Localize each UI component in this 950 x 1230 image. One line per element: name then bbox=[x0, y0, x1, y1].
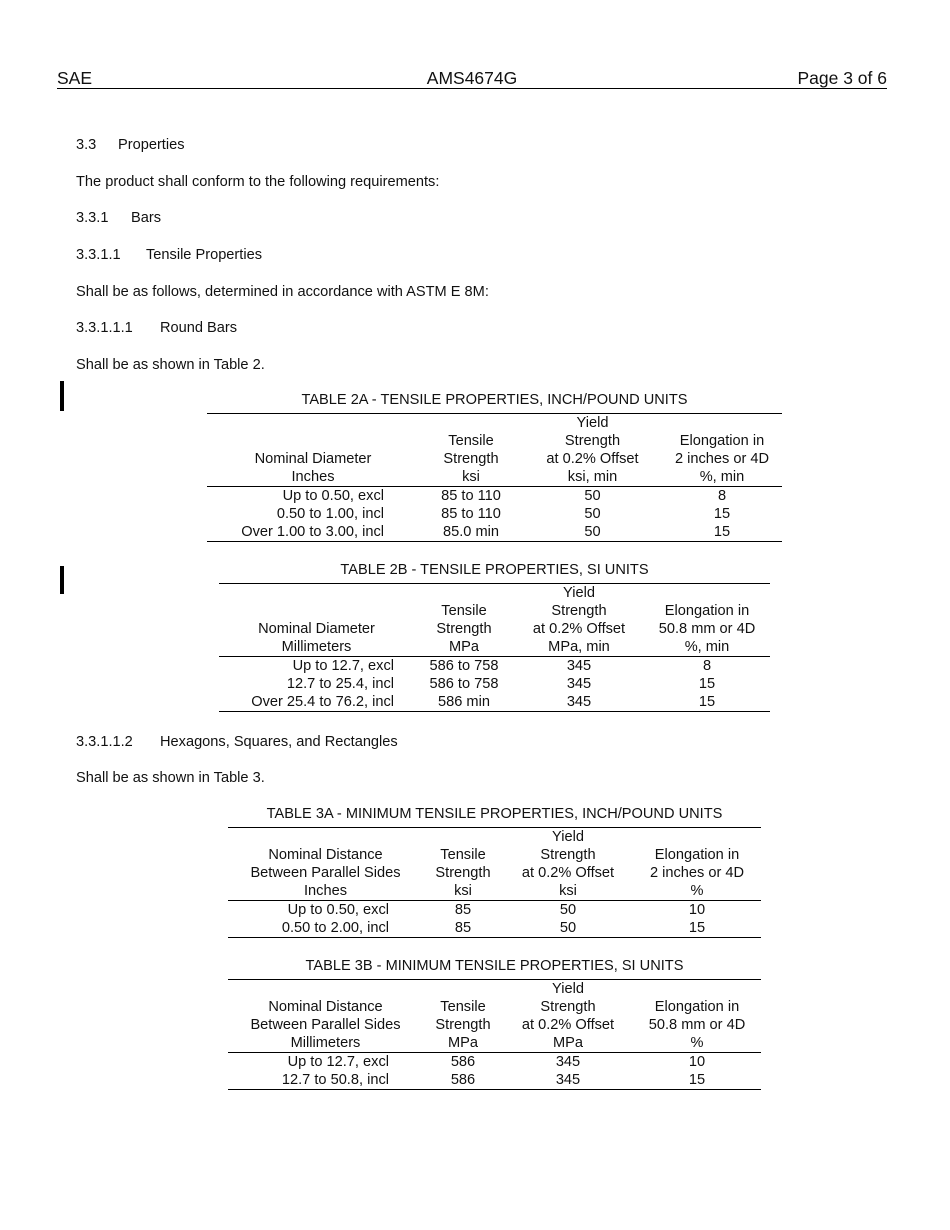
table-header-cell: %, min bbox=[644, 638, 770, 657]
table-cell: 586 bbox=[423, 1071, 503, 1090]
section-number: 3.3 bbox=[76, 137, 97, 153]
section-3-3-1-1-2 bbox=[76, 733, 398, 751]
table-header-cell: Strength bbox=[540, 847, 596, 863]
table-cell: 15 bbox=[633, 1071, 761, 1090]
table-header-cell: Strength bbox=[540, 999, 596, 1015]
table-header-cell: at 0.2% Offset bbox=[546, 451, 639, 467]
table-header-cell: MPa bbox=[423, 1034, 503, 1053]
table-cell: 586 min bbox=[414, 693, 514, 712]
table-header-cell: Strength bbox=[436, 621, 492, 637]
table-header-cell: Inches bbox=[207, 468, 419, 487]
section-title: Bars bbox=[131, 210, 162, 226]
table-header-cell: 50.8 mm or 4D bbox=[658, 621, 756, 637]
table-cell: 85 to 110 bbox=[441, 506, 501, 522]
table-3b bbox=[228, 958, 761, 1090]
table-header-cell bbox=[419, 414, 523, 433]
table-header-cell: Millimeters bbox=[219, 638, 414, 657]
table-header-cell: Elongation in bbox=[679, 433, 765, 449]
table-row bbox=[228, 1071, 761, 1090]
table-cell: Over 25.4 to 76.2, incl bbox=[219, 693, 414, 712]
table-cell: 50 bbox=[584, 488, 601, 504]
header-doc-number: AMS4674G bbox=[426, 68, 518, 88]
table-cell: 345 bbox=[566, 658, 592, 674]
table-header-cell: Inches bbox=[228, 882, 423, 901]
table-header-cell: MPa bbox=[503, 1034, 633, 1053]
table-cell: 50 bbox=[523, 523, 662, 542]
table-3a bbox=[228, 806, 761, 938]
table-header-cell bbox=[662, 414, 782, 433]
table-header-cell: Tensile bbox=[441, 603, 487, 619]
table-cell: 8 bbox=[717, 488, 727, 504]
table-title: TABLE 3A - MINIMUM TENSILE PROPERTIES, INCH/POUND UNITS bbox=[266, 806, 723, 822]
revision-change-bar bbox=[60, 381, 64, 411]
table-row bbox=[207, 487, 782, 506]
table-header-cell: Nominal Distance bbox=[268, 847, 383, 863]
table-row bbox=[207, 505, 782, 523]
table-header-cell: Yield bbox=[503, 980, 633, 999]
table-header-cell bbox=[423, 828, 503, 847]
table-header-cell: Between Parallel Sides bbox=[250, 865, 401, 881]
table-cell: 12.7 to 50.8, incl bbox=[228, 1071, 423, 1090]
table-header-cell: Strength bbox=[443, 451, 499, 467]
table-header-cell bbox=[633, 980, 761, 999]
table-cell: 12.7 to 25.4, incl bbox=[286, 676, 394, 692]
table-header-cell bbox=[228, 980, 423, 999]
table-header-cell: 2 inches or 4D bbox=[649, 865, 745, 881]
table-cell: 0.50 to 2.00, incl bbox=[228, 919, 423, 938]
table-cell: Up to 0.50, excl bbox=[287, 902, 389, 918]
table-header-cell: Strength bbox=[551, 603, 607, 619]
table-cell: 586 to 758 bbox=[429, 658, 499, 674]
table-header-cell bbox=[633, 828, 761, 847]
table-header-cell: Tensile bbox=[448, 433, 494, 449]
table-header-cell: at 0.2% Offset bbox=[521, 865, 615, 881]
table-cell: Over 1.00 to 3.00, incl bbox=[207, 523, 419, 542]
table-header-cell: Nominal Diameter bbox=[258, 621, 375, 637]
table-header-cell: Between Parallel Sides bbox=[250, 1017, 401, 1033]
table-header-cell: ksi bbox=[419, 468, 523, 487]
table-2b bbox=[219, 562, 770, 712]
table-cell: 15 bbox=[662, 523, 782, 542]
table-cell: Up to 12.7, excl bbox=[287, 1054, 389, 1070]
table-row bbox=[228, 1053, 761, 1072]
table-header-cell bbox=[644, 584, 770, 603]
header-page-number: Page 3 of 6 bbox=[797, 68, 887, 88]
table-cell: 345 bbox=[514, 693, 644, 712]
table-header-cell: Elongation in bbox=[654, 999, 740, 1015]
table-cell: 50 bbox=[584, 506, 601, 522]
table-cell: Up to 0.50, excl bbox=[282, 488, 384, 504]
table-header-cell: Strength bbox=[435, 865, 491, 881]
table-header-cell bbox=[423, 980, 503, 999]
table-header-cell: Yield bbox=[503, 828, 633, 847]
table-title: TABLE 3B - MINIMUM TENSILE PROPERTIES, SI UNITS bbox=[305, 958, 684, 974]
table-header-cell: Elongation in bbox=[654, 847, 740, 863]
table-cell: 586 bbox=[450, 1054, 476, 1070]
table-header-cell: ksi bbox=[423, 882, 503, 901]
table-cell: 10 bbox=[688, 902, 706, 918]
table-2a bbox=[207, 392, 782, 542]
table-cell: 85 to 110 bbox=[441, 488, 501, 504]
table-header-cell bbox=[207, 414, 419, 433]
revision-change-bar bbox=[60, 566, 64, 594]
table-cell: 345 bbox=[503, 1071, 633, 1090]
section-3-3-1-1-1 bbox=[76, 319, 237, 337]
table-cell: 15 bbox=[698, 676, 716, 692]
table-cell: 15 bbox=[633, 919, 761, 938]
page-header bbox=[57, 68, 887, 89]
table-header-cell bbox=[414, 584, 514, 603]
table-cell: 85.0 min bbox=[419, 523, 523, 542]
section-number: 3.3.1.1.2 bbox=[76, 734, 133, 750]
table-header-cell: Millimeters bbox=[228, 1034, 423, 1053]
table-row bbox=[228, 901, 761, 920]
section-title: Properties bbox=[118, 137, 185, 153]
table-header-cell: MPa bbox=[414, 638, 514, 657]
table-header-cell: Strength bbox=[564, 433, 621, 449]
table-header-cell: Tensile bbox=[440, 847, 486, 863]
table-header-cell: Yield bbox=[514, 584, 644, 603]
table-title: TABLE 2B - TENSILE PROPERTIES, SI UNITS bbox=[340, 562, 649, 578]
table-header-cell bbox=[228, 828, 423, 847]
table-row bbox=[207, 523, 782, 542]
table-cell: 10 bbox=[688, 1054, 706, 1070]
table-header-cell: Nominal Diameter bbox=[254, 451, 372, 467]
section-number: 3.3.1.1.1 bbox=[76, 320, 133, 336]
table-row bbox=[219, 693, 770, 712]
table-row bbox=[219, 657, 770, 676]
table-header-cell: at 0.2% Offset bbox=[521, 1017, 615, 1033]
paragraph-text: Shall be as shown in Table 2. bbox=[76, 357, 265, 373]
paragraph-text: The product shall conform to the following requirements: bbox=[76, 174, 440, 190]
paragraph-text: Shall be as shown in Table 3. bbox=[76, 770, 265, 786]
table-header-cell: Elongation in bbox=[664, 603, 750, 619]
section-number: 3.3.1.1 bbox=[76, 247, 121, 263]
header-org: SAE bbox=[57, 68, 93, 88]
table-header-cell: % bbox=[633, 1034, 761, 1053]
table-cell: 85 bbox=[423, 919, 503, 938]
table-header-cell: at 0.2% Offset bbox=[532, 621, 626, 637]
table-header-cell: MPa, min bbox=[514, 638, 644, 657]
section-title: Round Bars bbox=[160, 320, 238, 336]
table-header-cell: Strength bbox=[435, 1017, 491, 1033]
table-row bbox=[228, 919, 761, 938]
table-header-cell: % bbox=[633, 882, 761, 901]
table-cell: 85 bbox=[454, 902, 472, 918]
section-title: Tensile Properties bbox=[146, 247, 262, 263]
table-cell: 8 bbox=[702, 658, 712, 674]
table-cell: 586 to 758 bbox=[429, 676, 499, 692]
table-cell: 50 bbox=[503, 919, 633, 938]
paragraph-text: Shall be as follows, determined in accordance with ASTM E 8M: bbox=[76, 284, 489, 300]
table-header-cell bbox=[219, 602, 414, 620]
table-cell: 0.50 to 1.00, incl bbox=[276, 506, 384, 522]
section-3-3-1-1 bbox=[76, 246, 262, 264]
section-number: 3.3.1 bbox=[76, 210, 109, 226]
section-3-3-1 bbox=[76, 209, 161, 227]
table-cell: 50 bbox=[559, 902, 577, 918]
table-title: TABLE 2A - TENSILE PROPERTIES, INCH/POUND UNITS bbox=[301, 392, 688, 408]
table-header-cell: 50.8 mm or 4D bbox=[648, 1017, 746, 1033]
table-cell: 15 bbox=[644, 693, 770, 712]
section-3-3 bbox=[76, 136, 185, 154]
table-row bbox=[219, 675, 770, 693]
table-header-cell: %, min bbox=[662, 468, 782, 487]
table-header-cell: Nominal Distance bbox=[268, 999, 383, 1015]
table-cell: 345 bbox=[555, 1054, 581, 1070]
table-header-cell: Yield bbox=[523, 414, 662, 433]
table-header-cell: 2 inches or 4D bbox=[674, 451, 770, 467]
table-header-cell: ksi bbox=[503, 882, 633, 901]
table-header-cell bbox=[207, 432, 419, 450]
table-header-cell bbox=[219, 584, 414, 603]
table-header-cell: Tensile bbox=[440, 999, 486, 1015]
table-cell: 15 bbox=[713, 506, 731, 522]
table-cell: 345 bbox=[566, 676, 592, 692]
table-cell: Up to 12.7, excl bbox=[292, 658, 394, 674]
section-title: Hexagons, Squares, and Rectangles bbox=[160, 734, 398, 750]
table-header-cell: ksi, min bbox=[523, 468, 662, 487]
